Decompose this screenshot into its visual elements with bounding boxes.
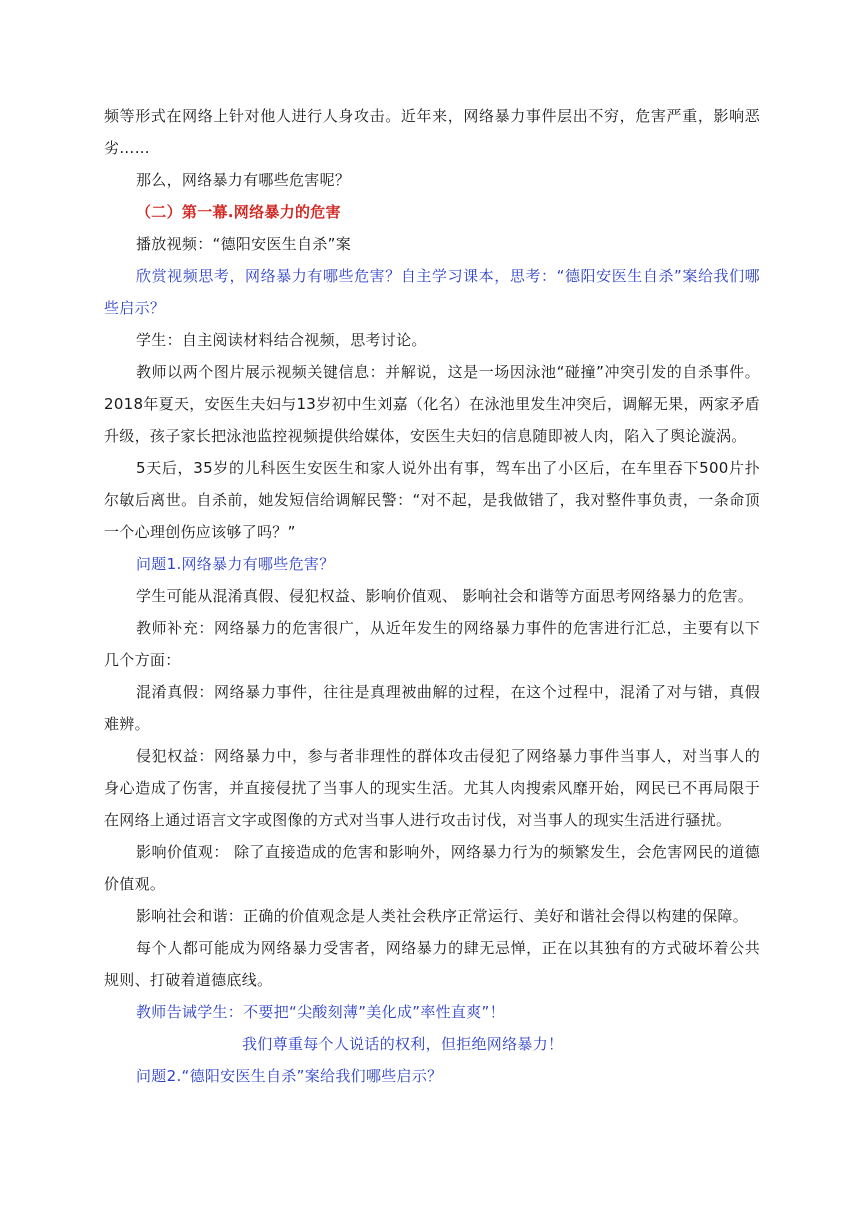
- document-body: [104, 100, 760, 1092]
- paragraph-slogan: 我们尊重每个人说话的权利，但拒绝网络暴力！: [242, 1035, 564, 1053]
- paragraph-teacher-warning: 教师告诫学生：不要把“尖酸刻薄”美化成”率性直爽”！: [136, 1003, 505, 1021]
- paragraph-harm-society: 影响社会和谐：正确的价值观念是人类社会秩序正常运行、美好和谐社会得以构建的保障。: [136, 907, 749, 925]
- question-1: 问题1.网络暴力有哪些危害？: [136, 555, 335, 573]
- section-heading: （二）第一幕.网络暴力的危害: [136, 203, 341, 221]
- paragraph-harm-values: 影响价值观： 除了直接造成的危害和影响外，网络暴力行为的频繁发生，会危害网民的道德价值观。: [104, 843, 760, 893]
- paragraph-student-activity: 学生：自主阅读材料结合视频，思考讨论。: [136, 331, 427, 349]
- paragraph-teacher-explanation: 教师以两个图片展示视频关键信息：并解说，这是一场因泳池“碰撞”冲突引发的自杀事件。2018年夏天，安医生夫妇与13岁初中生刘嘉（化名）在泳池里发生冲突后，调解无果，两家矛盾升级，孩子家长把泳池监控视频提供给媒体，安医生夫妇的信息随即被人肉，陷入了舆论漩涡。: [104, 363, 760, 445]
- paragraph-video-prompt: 欣赏视频思考，网络暴力有哪些危害？自主学习课本，思考：“德阳安医生自杀”案给我们哪些启示？: [104, 267, 760, 317]
- paragraph-harm-rights: 侵犯权益：网络暴力中，参与者非理性的群体攻击侵犯了网络暴力事件当事人，对当事人的身心造成了伤害，并直接侵扰了当事人的现实生活。尤其人肉搜索风靡开始，网民已不再局限于在网络上通过语言文字或图像的方式对当事人进行攻击讨伐，对当事人的现实生活进行骚扰。: [104, 747, 760, 829]
- paragraph-teacher-supplement: 教师补充：网络暴力的危害很广，从近年发生的网络暴力事件的危害进行汇总，主要有以下几个方面：: [104, 619, 760, 669]
- paragraph-student-thinking: 学生可能从混淆真假、侵犯权益、影响价值观、 影响社会和谐等方面思考网络暴力的危害。: [136, 587, 754, 605]
- paragraph-question-intro: 那么，网络暴力有哪些危害呢？: [136, 171, 351, 189]
- paragraph-everyone-victim: 每个人都可能成为网络暴力受害者，网络暴力的肆无忌惮，正在以其独有的方式破坏着公共规则、打破着道德底线。: [104, 939, 760, 989]
- question-2: 问题2.“德阳安医生自杀”案给我们哪些启示？: [136, 1067, 443, 1085]
- paragraph-continuation: 频等形式在网络上针对他人进行人身攻击。近年来，网络暴力事件层出不穷，危害严重，影响恶劣……: [104, 107, 760, 157]
- paragraph-play-video: 播放视频：“德阳安医生自杀”案: [136, 235, 352, 253]
- paragraph-harm-confusion: 混淆真假：网络暴力事件，往往是真理被曲解的过程，在这个过程中，混淆了对与错，真假难辨。: [104, 683, 760, 733]
- paragraph-case-detail: 5天后，35岁的儿科医生安医生和家人说外出有事，驾车出了小区后，在车里吞下500片扑尔敏后离世。自杀前，她发短信给调解民警：“对不起，是我做错了，我对整件事负责，一条命顶一个心理创伤应该够了吗？”: [104, 459, 760, 541]
